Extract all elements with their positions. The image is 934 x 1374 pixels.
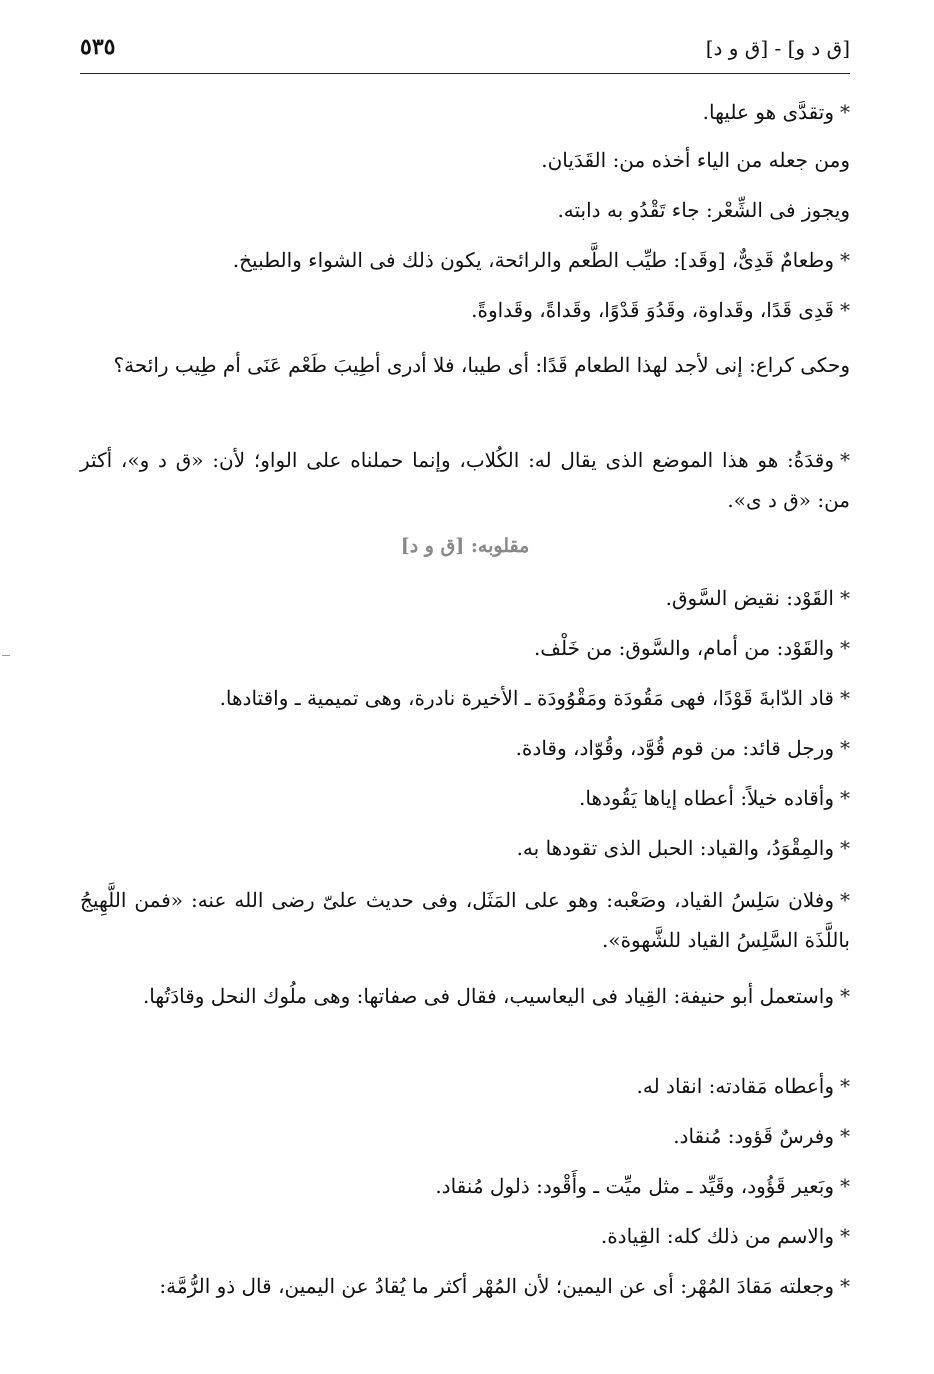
entry-star-icon: * [840,1074,850,1098]
entry-star-icon: * [840,786,850,810]
entry-line-18 [80,1174,850,1198]
entry-line-19 [80,1224,850,1248]
entry-line-8 [80,586,850,610]
entry-text: قاد الدّابةَ قَوْدًا، فهى مَقُودَة ومَقْوُودَة ـ الأخيرة نادرة، وهى تميمية ـ واقتادها. [219,686,834,710]
entry-star-icon: * [840,686,850,710]
entry-line-20 [80,1274,850,1298]
entry-line-11 [80,736,850,760]
entry-paragraph-15 [80,976,850,1016]
entry-text: وجعلته مَقادَ المُهْر: أى عن اليمين؛ لأن المُهْر أكثر ما يُقادُ عن اليمين، قال ذو الرُّمَّة: [159,1274,834,1298]
entry-text: وفرسٌ قَؤود: مُنقاد. [673,1124,834,1148]
entry-text: وحكى كراع: إنى لأجد لهذا الطعام قَدًا: أى طيبا، فلا أدرى أطِيبَ طَعْم عَنَى أم طِيب رائحة؟ [113,353,850,377]
entry-text: واستعمل أبو حنيفة: القِياد فى اليعاسيب، فقال فى صفاتها: وهى ملُوك النحل وقادَتُها. [142,984,834,1008]
entry-text: وأقاده خيلاً: أعطاه إياها يَقُودها. [579,786,834,810]
entry-star-icon: * [840,736,850,760]
entry-line-12 [80,786,850,810]
entry-text: وأعطاه مَقادته: انقاد له. [636,1074,834,1098]
entry-line-2 [80,148,850,172]
entry-paragraph-14 [80,880,850,960]
entry-line-4 [80,248,850,272]
entry-text: القَوْد: نقيض السَّوق. [665,586,834,610]
entry-line-17 [80,1124,850,1148]
entry-text: ورجل قائد: من قوم قُوَّد، وقُوّاد، وقادة. [515,736,834,760]
entry-star-icon: * [840,448,850,472]
section-heading: مقلوبه: [ق و د] [400,535,530,557]
entry-text: وقدَةُ: هو هذا الموضع الذى يقال له: الكُلاب، وإنما حملناه على الواو؛ لأن: «ق د و»، أكثر من: «ق د ى». [80,448,850,512]
entry-star-icon: * [840,888,850,912]
entry-star-icon: * [840,1174,850,1198]
entry-line-13 [80,836,850,860]
entry-star-icon: * [840,298,850,322]
entry-text: وتقدَّى هو عليها. [702,100,834,124]
entry-text: ويجوز فى الشِّعْر: جاء تَقْدُو به دابته. [557,198,850,222]
entry-text: والقَوْد: من أمام، والسَّوق: من خَلْف. [533,636,834,660]
entry-star-icon: * [840,636,850,660]
entry-line-3 [80,198,850,222]
entry-star-icon: * [840,836,850,860]
entry-line-1 [80,100,850,124]
entry-line-16 [80,1074,850,1098]
entry-paragraph-7 [80,440,850,520]
entry-star-icon: * [840,248,850,272]
entry-text: والاسم من ذلك كله: القِيادة. [600,1224,834,1248]
entry-text: وبَعير قَؤُود، وقَيِّد ـ مثل ميِّت ـ وأَقْود: ذلول مُنقاد. [435,1174,834,1198]
entry-star-icon: * [840,1274,850,1298]
running-head: [ق د و] - [ق و د] [705,36,850,60]
entry-text: وفلان سَلِسُ القياد، وصَعْبه: وهو على المَثَل، وفى حديث علىّ رضى الله عنه: «فمن اللَّهِيجُ باللَّذَة السَّلِسُ القياد للشَّهوة». [80,888,850,952]
entry-text: ومن جعله من الياء أخذه من: القَدَيان. [541,148,850,172]
entry-text: والمِقْوَدُ، والقياد: الحبل الذى تقودها به. [516,836,834,860]
entry-star-icon: * [840,1124,850,1148]
page-header [80,30,850,70]
entry-line-10 [80,686,850,710]
entry-line-5 [80,298,850,322]
header-rule [80,73,850,74]
entry-star-icon: * [840,984,850,1008]
entry-text: قَدِى قَدًا، وقَداوة، وقَدُوَ قَدْوًا، وقَداةً، وقَداوةً. [471,298,834,322]
entry-text: وطعامٌ قَدِىٌّ، [وقَد]: طيِّب الطَّعم والرائحة، يكون ذلك فى الشواء والطبيخ. [232,248,834,272]
entry-paragraph-6 [80,346,850,384]
entry-line-9 [80,636,850,660]
margin-mark [2,655,10,656]
entry-star-icon: * [840,1224,850,1248]
page-number: ٥٣٥ [80,34,116,60]
entry-star-icon: * [840,586,850,610]
entry-star-icon: * [840,100,850,124]
